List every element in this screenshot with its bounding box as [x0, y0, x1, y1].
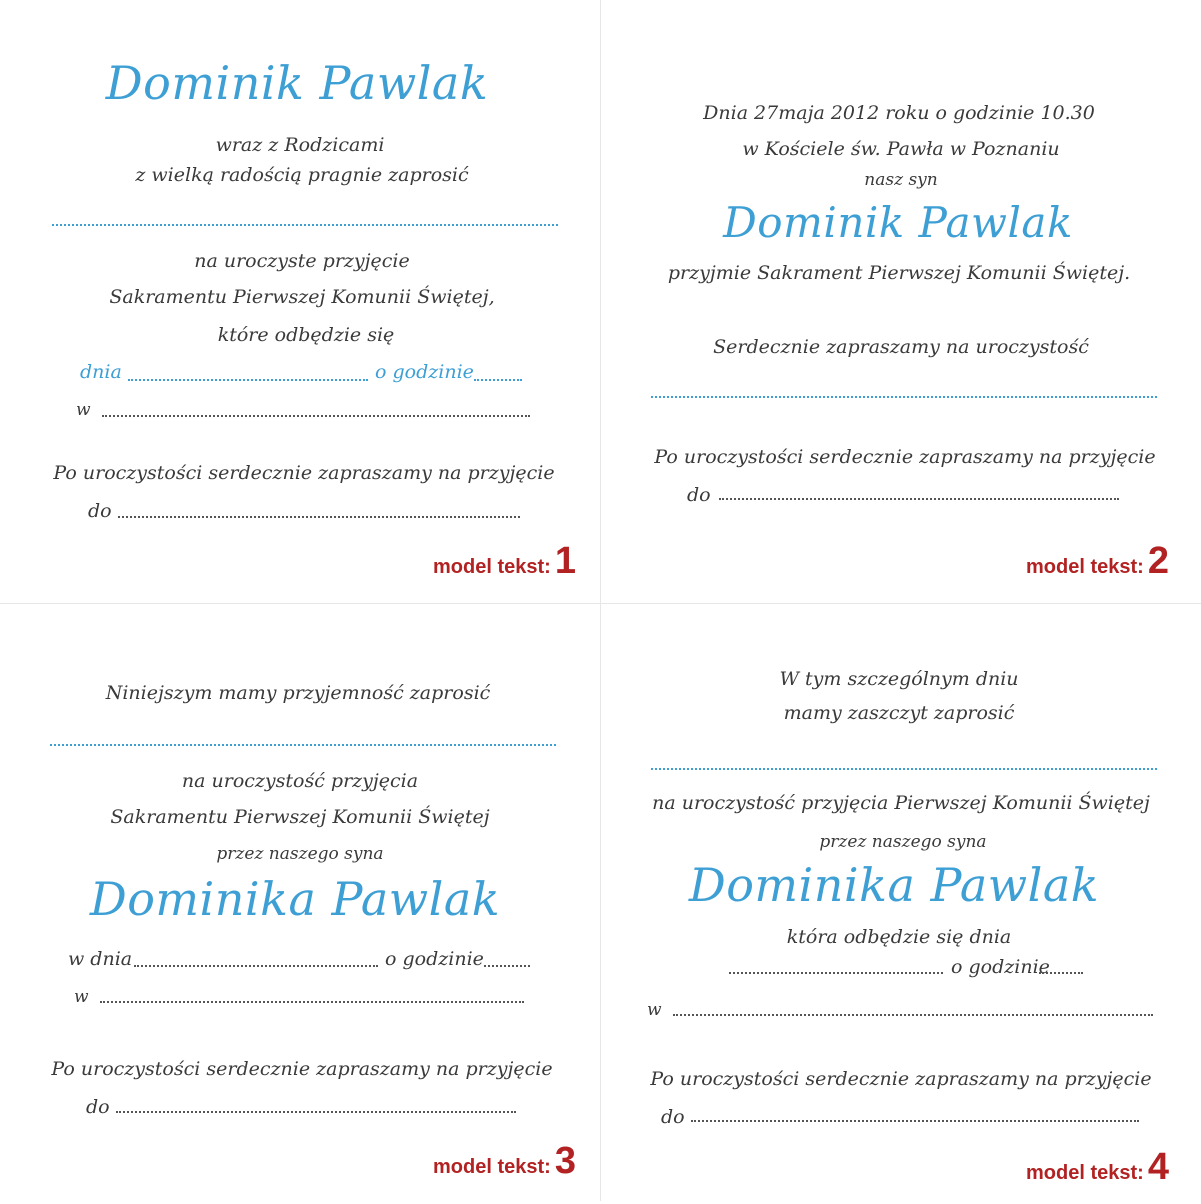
party-line: Po uroczystości serdecznie zapraszamy na przyjęcie	[650, 1068, 1152, 1090]
do-field[interactable]	[719, 498, 1119, 500]
body-line-2: przez naszego syna	[819, 832, 987, 852]
place-field[interactable]	[673, 1014, 1153, 1016]
body-line-3: które odbędzie się	[217, 324, 395, 346]
intro-line-1: W tym szczególnym dniu	[779, 668, 1019, 690]
party-line: Po uroczystości serdecznie zapraszamy na przyjęcie	[53, 462, 555, 484]
intro-line-3: nasz syn	[864, 170, 938, 190]
do-field[interactable]	[691, 1120, 1139, 1122]
day-field[interactable]	[729, 972, 943, 974]
body-line-2: Serdecznie zapraszamy na uroczystość	[713, 336, 1089, 358]
body-line-2: Sakramentu Pierwszej Komunii Świętej,	[109, 286, 495, 308]
intro-line-2: z wielką radością pragnie zaprosić	[135, 164, 469, 186]
intro-line-2: w Kościele św. Pawła w Poznaniu	[742, 138, 1060, 160]
place-label: w	[76, 400, 91, 420]
do-label: do	[86, 1096, 110, 1118]
intro-line-1: wraz z Rodzicami	[215, 134, 385, 156]
hour-label: o godzinie	[375, 361, 474, 383]
body-line-1: przyjmie Sakrament Pierwszej Komunii Świętej.	[667, 262, 1131, 284]
child-name: Dominika Pawlak	[89, 872, 501, 926]
do-label: do	[88, 500, 112, 522]
place-label: w	[647, 1000, 662, 1020]
hour-label: o godzinie	[385, 948, 484, 970]
do-field[interactable]	[118, 516, 520, 518]
model-tag	[1026, 1146, 1169, 1189]
model-1-panel	[0, 0, 600, 600]
intro-line-2: mamy zaszczyt zaprosić	[783, 702, 1015, 724]
separator	[52, 224, 558, 226]
place-label: w	[74, 987, 89, 1007]
intro-line-1: Dnia 27maja 2012 roku o godzinie 10.30	[703, 102, 1095, 124]
body-line-3: która odbędzie się dnia	[786, 926, 1012, 948]
do-field[interactable]	[116, 1111, 516, 1113]
day-label: dnia	[80, 361, 122, 383]
separator	[651, 396, 1157, 398]
model-number: 4	[1147, 1146, 1169, 1188]
party-line: Po uroczystości serdecznie zapraszamy na przyjęcie	[51, 1058, 553, 1080]
do-label: do	[687, 484, 711, 506]
separator	[50, 744, 556, 746]
model-3-panel	[0, 604, 600, 1204]
model-label: model tekst:	[1026, 1162, 1144, 1184]
do-label: do	[661, 1106, 685, 1128]
intro-line-1: Niniejszym mamy przyjemność zaprosić	[105, 682, 491, 704]
model-tag	[1026, 540, 1169, 583]
child-name: Dominik Pawlak	[723, 198, 1073, 247]
model-number: 1	[554, 540, 576, 582]
model-2-panel	[601, 0, 1201, 600]
day-label: w dnia	[68, 948, 133, 970]
model-label: model tekst:	[433, 556, 551, 578]
place-field[interactable]	[100, 1001, 524, 1003]
model-tag	[433, 540, 576, 583]
child-name: Dominika Pawlak	[688, 858, 1100, 912]
model-number: 3	[554, 1140, 576, 1182]
place-field[interactable]	[102, 415, 530, 417]
model-number: 2	[1147, 540, 1169, 582]
party-line: Po uroczystości serdecznie zapraszamy na przyjęcie	[654, 446, 1156, 468]
model-tag	[433, 1140, 576, 1183]
model-label: model tekst:	[1026, 556, 1144, 578]
body-line-1: na uroczyste przyjęcie	[194, 250, 410, 272]
hour-field[interactable]	[1039, 972, 1083, 974]
hour-field[interactable]	[474, 379, 522, 381]
day-field[interactable]	[134, 965, 378, 967]
body-line-1: na uroczystość przyjęcia Pierwszej Komunii Świętej	[652, 792, 1150, 814]
model-4-panel	[601, 604, 1201, 1204]
hour-label: o godzinie	[951, 956, 1050, 978]
body-line-3: przez naszego syna	[216, 844, 384, 864]
day-field[interactable]	[128, 379, 368, 381]
body-line-2: Sakramentu Pierwszej Komunii Świętej	[110, 806, 490, 828]
body-line-1: na uroczystość przyjęcia	[181, 770, 419, 792]
child-name: Dominik Pawlak	[105, 56, 489, 110]
hour-field[interactable]	[484, 965, 530, 967]
model-label: model tekst:	[433, 1156, 551, 1178]
separator	[651, 768, 1157, 770]
